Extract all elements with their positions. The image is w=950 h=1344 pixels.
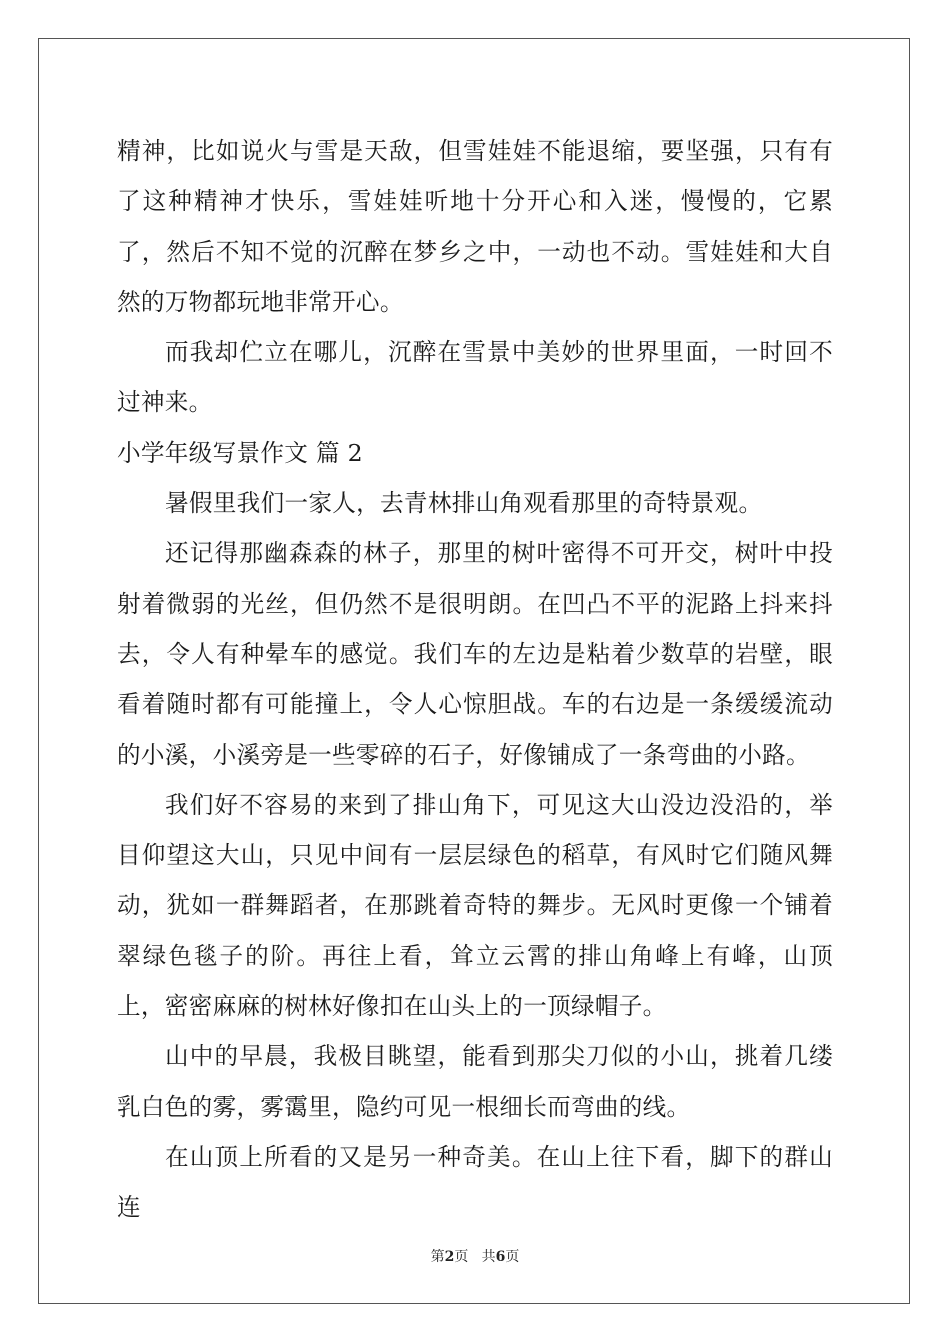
document-body [117, 126, 833, 1233]
page-mid: 页 共 [454, 1249, 496, 1265]
paragraph: 在山顶上所看的又是另一种奇美。在山上往下看，脚下的群山连 [117, 1142, 833, 1222]
page-prefix: 第 [430, 1249, 445, 1265]
paragraph: 山中的早晨，我极目眺望，能看到那尖刀似的小山，挑着几缕乳白色的雾，雾霭里，隐约可见一根细长而弯曲的线。 [117, 1042, 833, 1121]
paragraph: 还记得那幽森森的林子，那里的树叶密得不可开交，树叶中投射着微弱的光丝，但仍然不是很明朗。在凹凸不平的泥路上抖来抖去，令人有种晕车的感觉。我们车的左边是粘着少数草的岩壁，眼看着随时都有可能撞上，令人心惊胆战。车的右边是一条缓缓流动的小溪，小溪旁是一些零碎的石子，好像铺成了一条弯曲的小路。 [117, 539, 833, 769]
section-title: 小学年级写景作文 篇 2 [117, 438, 363, 467]
paragraph: 暑假里我们一家人，去青林排山角观看那里的奇特景观。 [165, 489, 763, 518]
paragraph: 而我却伫立在哪儿，沉醉在雪景中美妙的世界里面，一时回不过神来。 [117, 338, 833, 417]
page-current: 2 [444, 1249, 455, 1265]
paragraph: 精神，比如说火与雪是天敌，但雪娃娃不能退缩，要坚强，只有有了这种精神才快乐，雪娃娃听地十分开心和入迷，慢慢的，它累了，然后不知不觉的沉醉在梦乡之中，一动也不动。雪娃娃和大自然的万物都玩地非常开心。 [117, 137, 833, 316]
page-suffix: 页 [505, 1249, 520, 1265]
paragraph: 我们好不容易的来到了排山角下，可见这大山没边没沿的，举目仰望这大山，只见中间有一层层绿色的稻草，有风时它们随风舞动，犹如一群舞蹈者，在那跳着奇特的舞步。无风时更像一个铺着翠绿色毯子的阶。再往上看，耸立云霄的排山角峰上有峰，山顶上，密密麻麻的树林好像扣在山头上的一顶绿帽子。 [117, 790, 833, 1021]
page-footer [0, 1246, 950, 1266]
page-total: 6 [495, 1249, 506, 1265]
